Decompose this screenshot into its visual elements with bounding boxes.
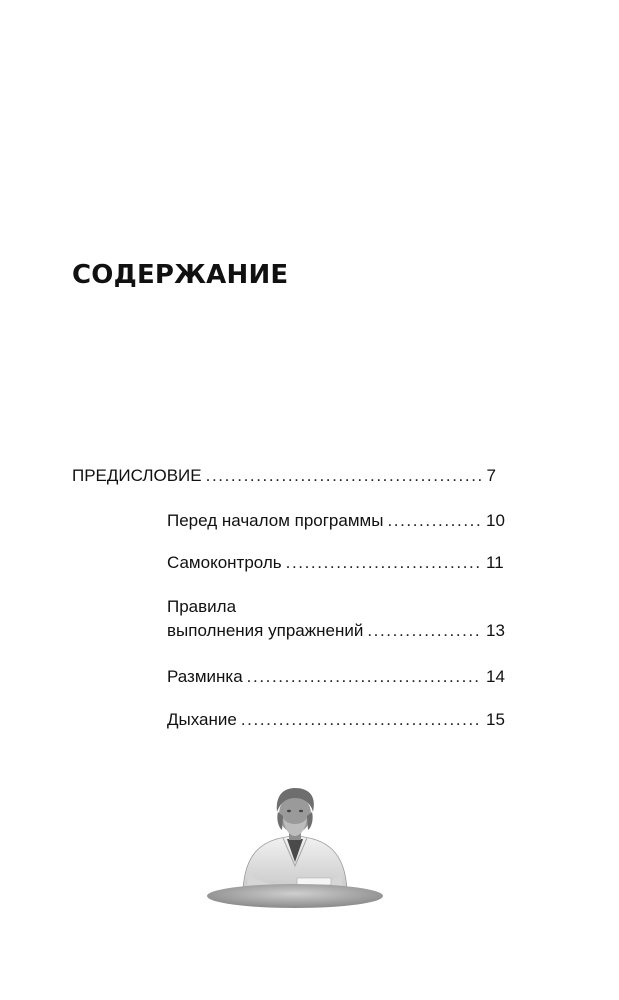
toc-page-number: 14: [486, 667, 505, 686]
toc-dot-leader: [206, 465, 482, 487]
toc-page-number: 13: [486, 621, 505, 640]
toc-entry-self-control[interactable]: [167, 552, 504, 574]
toc-dot-leader: [286, 552, 482, 574]
toc-page-number: 11: [486, 553, 504, 572]
toc-page-number: 7: [486, 466, 496, 485]
toc-entry-label-line2: выполнения упражнений: [167, 621, 364, 640]
toc-entry-preface[interactable]: [72, 465, 496, 487]
toc-entry-breathing[interactable]: [167, 709, 505, 731]
doctor-at-desk-photo: [205, 782, 385, 908]
toc-entry-label: Самоконтроль: [167, 553, 282, 572]
toc-dot-leader: [241, 709, 482, 731]
toc-entry-label: Разминка: [167, 667, 243, 686]
toc-page-number: 10: [486, 511, 505, 530]
toc-entry-warmup[interactable]: [167, 666, 505, 688]
toc-entry-label: Дыхание: [167, 710, 237, 729]
toc-entry-label: ПРЕДИСЛОВИЕ: [72, 466, 202, 485]
toc-entry-label: Перед началом программы: [167, 511, 384, 530]
toc-entry-label-line1: Правила: [167, 597, 237, 616]
toc-page-number: 15: [486, 710, 505, 729]
toc-dot-leader: [247, 666, 482, 688]
page-title: СОДЕРЖАНИЕ: [72, 260, 289, 290]
toc-dot-leader: [387, 510, 482, 532]
toc-dot-leader: [367, 620, 482, 642]
toc-entry-before-program[interactable]: [167, 510, 505, 532]
toc-entry-exercise-rules[interactable]: [167, 596, 505, 642]
